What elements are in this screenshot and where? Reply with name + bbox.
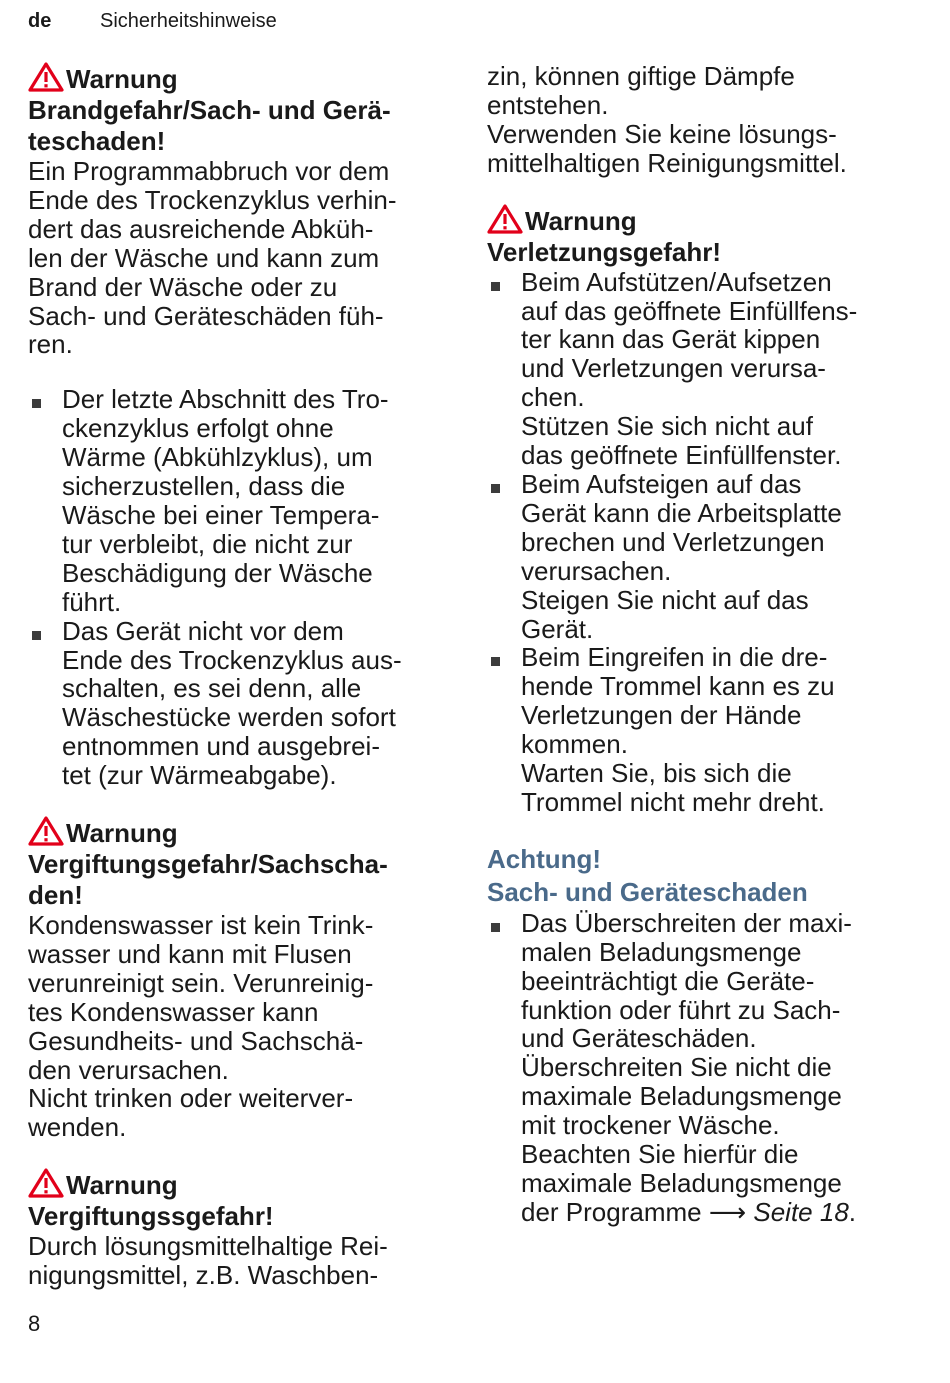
text-line: Warten Sie, bis sich die [521,758,792,789]
text-line: Beachten Sie hierfür die [521,1139,799,1170]
list-item [487,268,917,470]
text-line: verunreinigt sein. Verunreinig- [28,967,374,998]
text-line: Stützen Sie sich nicht auf [521,411,813,442]
text-line: ter kann das Gerät kippen [521,324,821,355]
text-line: Beim Eingreifen in die dre- [521,642,828,673]
text-line: Ende des Trockenzyklus aus- [62,644,402,675]
warning-triangle-icon [487,204,523,234]
text-line: Wäschestücke werden sofort [62,702,396,733]
text-line: und Geräteschäden. [521,1023,757,1054]
text-line: beeinträchtigt die Geräte- [521,965,815,996]
text-line: Beim Aufsteigen auf das [521,468,802,499]
text-line: Nicht trinken oder weiterver- [28,1083,354,1114]
warning-poisoning-damage [28,816,458,1142]
warning-fire-damage [28,62,458,790]
text-line: kommen. [521,729,628,760]
warning-body [28,911,458,1142]
bullet-list [487,268,917,817]
text-line: Das Überschreiten der maxi- [521,907,852,938]
text-line: Ende des Trockenzyklus verhin- [28,184,397,215]
text-line: Beschädigung der Wäsche [62,557,373,588]
list-item [487,643,917,816]
list-item [487,470,917,643]
text-line: Verletzungen der Hände [521,700,802,731]
warning-body [28,157,458,359]
warning-triangle-icon [28,816,64,846]
text-line: wasser und kann mit Flusen [28,938,352,969]
text-line: tes Kondenswasser kann [28,996,319,1027]
warning-heading [28,1168,458,1201]
text-line: wenden. [28,1112,127,1143]
text-line: der Programme [521,1196,702,1227]
text-line: Wäsche bei einer Tempera- [62,499,380,530]
text-line: Gerät kann die Arbeitsplatte [521,497,842,528]
list-item [487,909,917,1227]
text-line: Ein Programmabbruch vor dem [28,156,390,186]
text-line: Steigen Sie nicht auf das [521,584,809,615]
page-reference-link[interactable]: Seite 18 [753,1196,849,1227]
page-number: 8 [28,1311,41,1336]
text-line: ren. [28,329,73,360]
text-line: maximale Beladungsmenge [521,1081,842,1112]
text-line: den verursachen. [28,1054,229,1085]
text-line: hende Trommel kann es zu [521,671,835,702]
text-line: und Verletzungen verursa- [521,353,826,384]
language-code: de [28,10,52,32]
warning-heading [487,204,917,237]
warning-label: Warnung [66,1170,178,1201]
text-line: Wärme (Abkühlzyklus), um [62,442,373,473]
text-line: Trommel nicht mehr dreht. [521,786,825,817]
warning-label: Warnung [525,205,637,236]
list-item [28,385,458,616]
warning-triangle-icon [28,1168,64,1198]
section-title: Sicherheitshinweise [100,10,277,32]
text-line: dert das ausreichende Abküh- [28,213,374,244]
arrow-right-icon: ⟶ [708,1196,747,1227]
right-column [487,62,917,1253]
caution-damage [487,843,917,1227]
text-line: auf das geöffnete Einfüllfens- [521,295,858,326]
text-line: führt. [62,586,122,617]
warning-poisoning [28,1168,458,1290]
text-line: malen Beladungsmenge [521,936,802,967]
text-line: Das Gerät nicht vor dem [62,615,344,646]
text-line: Beim Aufstützen/Aufsetzen [521,266,832,297]
warning-label: Warnung [66,818,178,849]
caution-title: Sach- und Geräteschaden [487,876,808,907]
text-line: funktion oder führt zu Sach- [521,994,841,1025]
warning-label: Warnung [66,64,178,94]
text-line: zin, können giftige Dämpfe [487,61,795,91]
text-line: tet (zur Wärmeabgabe). [62,760,337,791]
warning-title: Brandgefahr/Sach- und Gerä- [28,95,391,125]
warning-poisoning-continued [487,62,917,178]
warning-body [28,1232,458,1290]
text-line: Durch lösungsmittelhaltige Rei- [28,1231,388,1262]
text-line: maximale Beladungsmenge [521,1168,842,1198]
text-line: entnommen und ausgebrei- [62,731,380,762]
warning-heading [28,816,458,849]
left-column [28,62,458,1316]
text-line: verursachen. [521,555,672,586]
bullet-list [487,909,917,1227]
text-line: len der Wäsche und kann zum [28,242,380,273]
text-line: Überschreiten Sie nicht die [521,1052,832,1083]
text-line: Gesundheits- und Sachschä- [28,1025,364,1056]
text-line: schalten, es sei denn, alle [62,673,362,704]
text-line: nigungsmittel, z.B. Waschben- [28,1260,379,1291]
caution-label: Achtung! [487,843,602,874]
warning-triangle-icon [28,62,64,92]
text-line: entstehen. [487,89,609,120]
text-line: brechen und Verletzungen [521,526,825,557]
bullet-list [28,385,458,790]
text-line: chen. [521,382,585,413]
text-line: das geöffnete Einfüllfenster. [521,440,842,471]
warning-title: Vergiftungssgefahr! [28,1201,274,1232]
punctuation: . [848,1196,857,1227]
warning-title: teschaden! [28,126,166,156]
warning-injury [487,204,917,817]
list-item [28,617,458,790]
warning-body [487,62,917,178]
text-line: Sach- und Geräteschäden füh- [28,300,384,331]
text-line: Brand der Wäsche oder zu [28,271,338,302]
text-line: mittelhaltigen Reinigungsmittel. [487,147,847,178]
text-line: Verwenden Sie keine lösungs- [487,118,837,149]
warning-heading [28,62,458,95]
text-line: sicherzustellen, dass die [62,471,346,502]
warning-title: Vergiftungsgefahr/Sachscha- [28,849,388,880]
text-line: mit trockener Wäsche. [521,1110,780,1141]
text-line: Kondenswasser ist kein Trink- [28,910,374,941]
warning-title: Verletzungsgefahr! [487,236,722,267]
text-line: tur verbleibt, die nicht zur [62,528,353,559]
text-line: Der letzte Abschnitt des Tro- [62,384,389,415]
text-line: Gerät. [521,613,594,644]
text-line: ckenzyklus erfolgt ohne [62,413,334,444]
warning-title: den! [28,880,83,911]
